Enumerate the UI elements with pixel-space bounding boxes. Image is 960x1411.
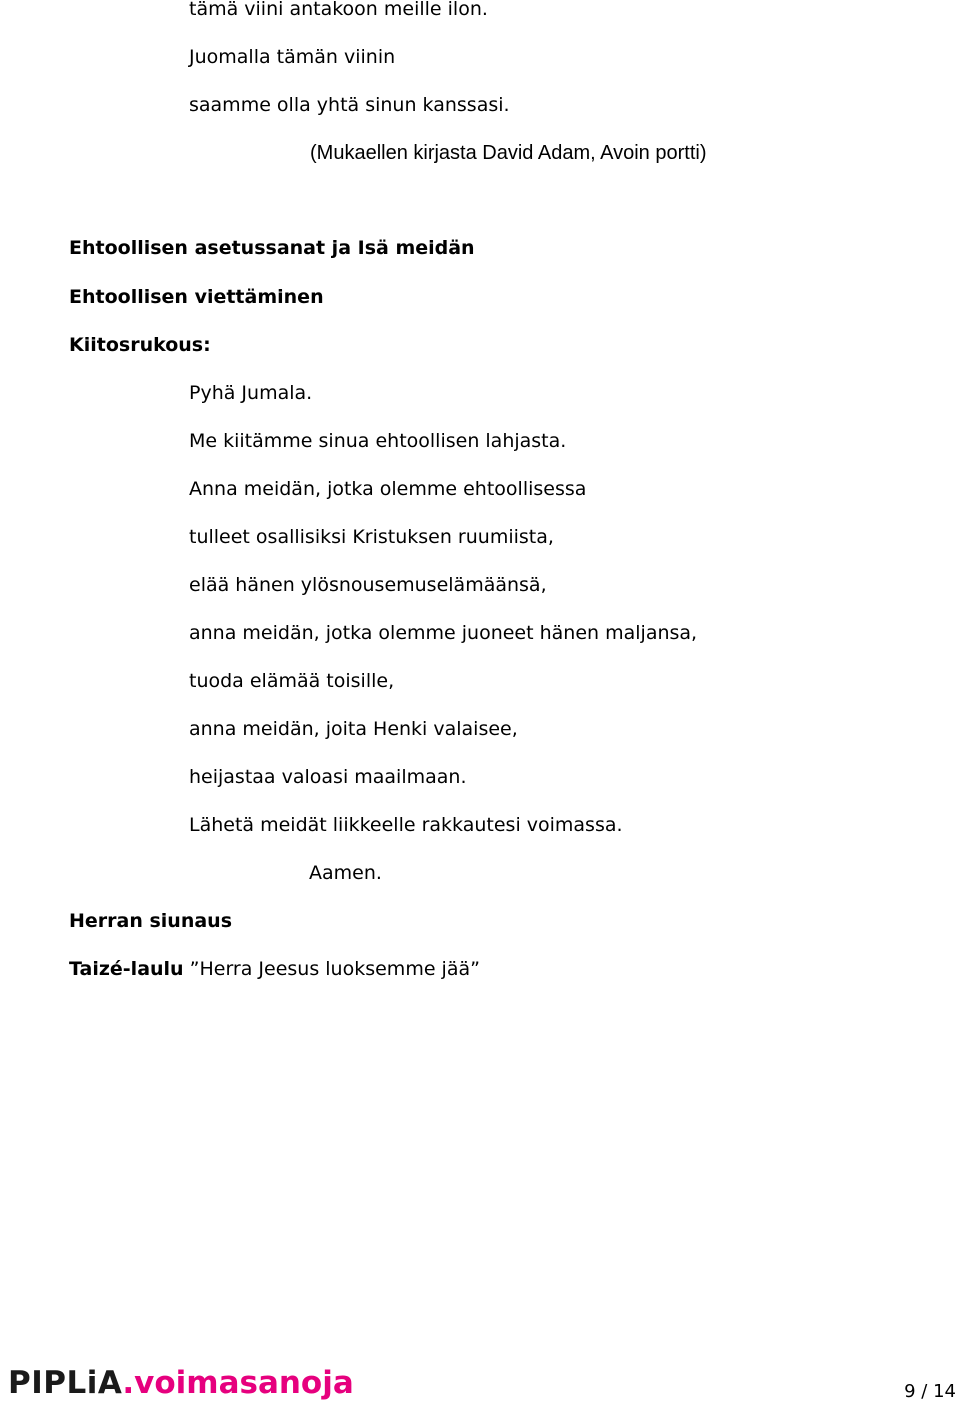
page-number: 9 / 14 — [904, 1381, 956, 1402]
prayer-line: Lähetä meidät liikkeelle rakkautesi voimassa. — [189, 814, 623, 836]
song-line — [69, 957, 480, 981]
text-line: saamme olla yhtä sinun kanssasi. — [189, 94, 510, 116]
prayer-line: Me kiitämme sinua ehtoollisen lahjasta. — [189, 430, 567, 452]
section-heading: Ehtoollisen viettäminen — [69, 286, 324, 308]
prayer-line: Anna meidän, jotka olemme ehtoollisessa — [189, 478, 587, 500]
logo-text-voimasanoja: voimasanoja — [134, 1365, 354, 1401]
text-line: tämä viini antakoon meille ilon. — [189, 0, 488, 20]
prayer-line: tuoda elämää toisille, — [189, 670, 395, 692]
amen-line: Aamen. — [309, 862, 382, 884]
section-heading: Herran siunaus — [69, 910, 233, 932]
prayer-line: Pyhä Jumala. — [189, 382, 313, 404]
text-line: Juomalla tämän viinin — [189, 46, 396, 68]
song-title: ”Herra Jeesus luoksemme jää” — [183, 958, 480, 980]
prayer-line: tulleet osallisiksi Kristuksen ruumiista, — [189, 526, 554, 548]
logo-dot: . — [122, 1365, 135, 1401]
logo-text-piplia: PIPLiA — [8, 1365, 123, 1401]
prayer-line: anna meidän, jotka olemme juoneet hänen maljansa, — [189, 622, 698, 644]
prayer-line: heijastaa valoasi maailmaan. — [189, 766, 467, 788]
prayer-line: elää hänen ylösnousemuselämäänsä, — [189, 574, 547, 596]
song-label: Taizé-laulu — [69, 958, 184, 980]
prayer-line: anna meidän, joita Henki valaisee, — [189, 718, 518, 740]
piplia-logo — [8, 1363, 354, 1403]
section-heading: Kiitosrukous: — [69, 334, 211, 356]
attribution: (Mukaellen kirjasta David Adam, Avoin portti) — [310, 142, 707, 164]
section-heading: Ehtoollisen asetussanat ja Isä meidän — [69, 237, 475, 259]
